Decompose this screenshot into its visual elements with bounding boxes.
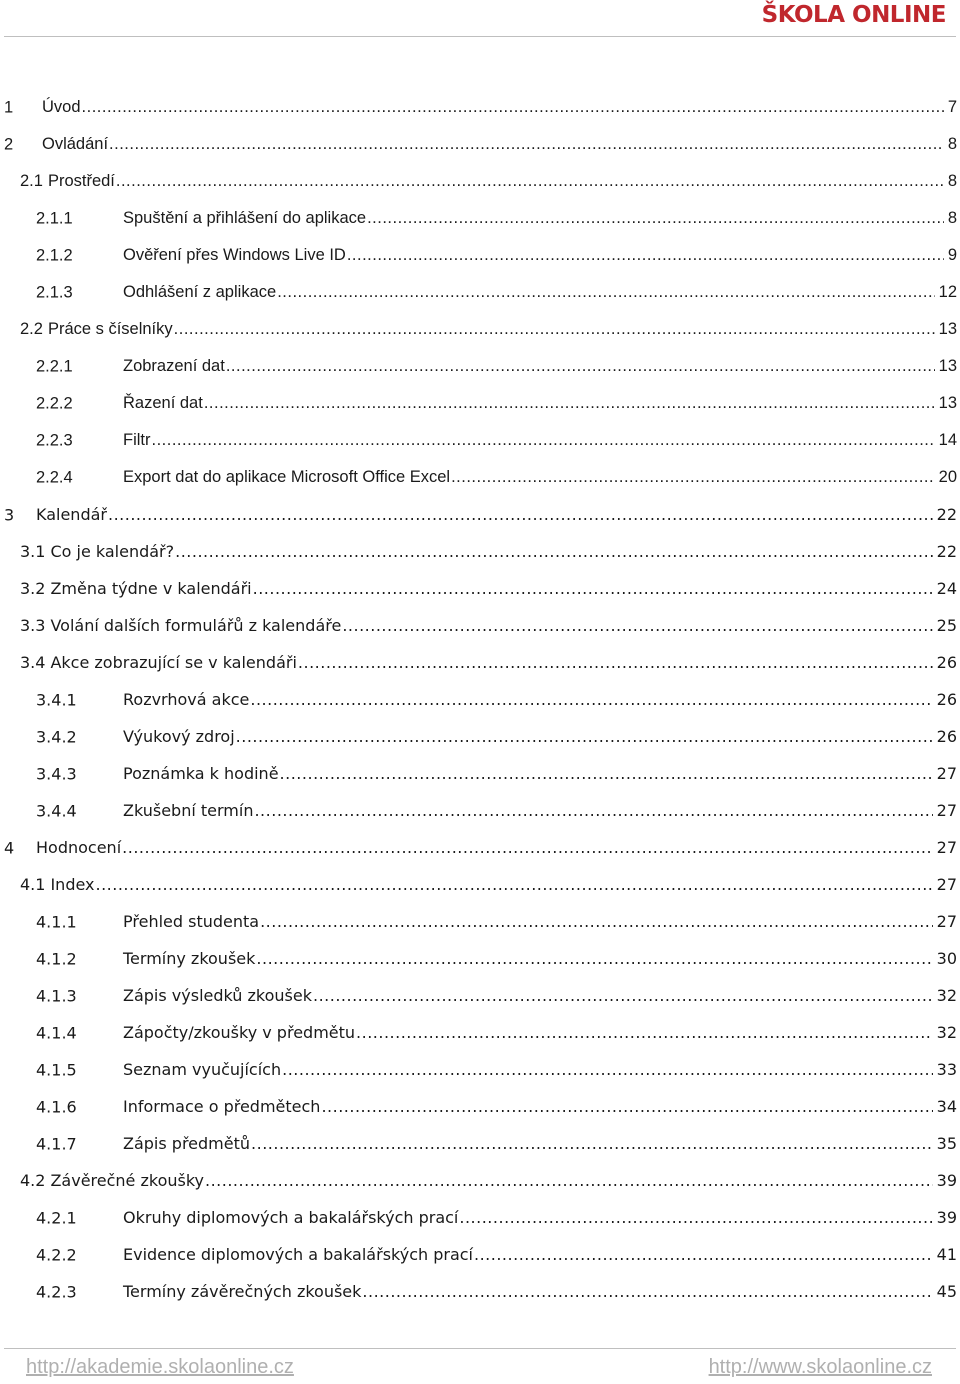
toc-entry-title: Řazení dat	[123, 394, 203, 412]
toc-dot-leader	[205, 1171, 933, 1190]
toc-entry[interactable]	[0, 1162, 960, 1199]
toc-entry[interactable]	[0, 977, 960, 1014]
toc-entry-number: 4.1.1	[36, 912, 77, 931]
toc-entry-title: Závěrečné zkoušky	[50, 1171, 204, 1190]
toc-entry-page: 27	[936, 801, 957, 820]
toc-entry-title: Poznámka k hodině	[123, 764, 279, 783]
toc-entry[interactable]	[0, 422, 960, 459]
toc-entry-page: 22	[936, 505, 957, 524]
toc-entry-title: Zápočty/zkoušky v předmětu	[123, 1023, 356, 1042]
toc-entry-page: 13	[938, 394, 957, 412]
toc-entry[interactable]	[0, 1199, 960, 1236]
toc-dot-leader	[280, 764, 933, 783]
toc-dot-leader	[175, 542, 933, 561]
toc-entry-page: 26	[936, 727, 957, 746]
toc-entry-title: Akce zobrazující se v kalendáři	[50, 653, 297, 672]
toc-entry-title: Odhlášení z aplikace	[123, 283, 277, 301]
toc-entry[interactable]	[0, 1125, 960, 1162]
toc-entry[interactable]	[0, 1051, 960, 1088]
toc-entry-page: 30	[936, 949, 957, 968]
toc-entry-number: 4.2.2	[36, 1245, 77, 1264]
table-of-contents	[0, 89, 960, 1310]
toc-dot-leader	[226, 357, 935, 376]
toc-entry-title: Změna týdne v kalendáři	[50, 579, 252, 598]
toc-entry-title: Okruhy diplomových a bakalářských prací	[123, 1208, 459, 1227]
toc-entry-title: Termíny závěrečných zkoušek	[123, 1282, 362, 1301]
footer-link-skolaonline[interactable]: http://www.skolaonline.cz	[708, 1356, 932, 1378]
toc-entry[interactable]	[0, 348, 960, 385]
toc-entry-number: 4.1	[20, 875, 46, 894]
toc-dot-leader	[254, 801, 932, 820]
toc-entry-title: Kalendář	[36, 505, 107, 524]
toc-entry[interactable]	[0, 829, 960, 866]
toc-entry-number: 2.1	[20, 172, 43, 190]
toc-entry-title: Spuštění a přihlášení do aplikace	[123, 209, 367, 227]
toc-entry-page: 26	[936, 653, 957, 672]
toc-dot-leader	[251, 1134, 933, 1153]
toc-entry-number: 2.2.2	[36, 394, 73, 412]
toc-entry[interactable]	[0, 681, 960, 718]
toc-entry[interactable]	[0, 89, 960, 126]
toc-entry-number: 2	[4, 135, 14, 153]
toc-entry-number: 2.2	[20, 320, 43, 338]
toc-entry-page: 39	[936, 1208, 957, 1227]
toc-entry-page: 45	[936, 1282, 957, 1301]
toc-entry[interactable]	[0, 570, 960, 607]
toc-dot-leader	[256, 949, 932, 968]
toc-entry-page: 35	[936, 1134, 957, 1153]
toc-entry-page: 27	[936, 875, 957, 894]
toc-dot-leader	[313, 986, 933, 1005]
toc-entry[interactable]	[0, 1236, 960, 1273]
toc-entry-page: 27	[936, 912, 957, 931]
toc-entry-title: Úvod	[42, 98, 81, 116]
toc-entry[interactable]	[0, 385, 960, 422]
toc-entry[interactable]	[0, 903, 960, 940]
toc-entry-number: 3.3	[20, 616, 46, 635]
toc-entry[interactable]	[0, 237, 960, 274]
toc-entry-title: Ověření přes Windows Live ID	[123, 246, 346, 264]
toc-entry[interactable]	[0, 1088, 960, 1125]
toc-dot-leader	[356, 1023, 933, 1042]
toc-dot-leader	[109, 135, 944, 154]
toc-dot-leader	[321, 1097, 932, 1116]
toc-entry-number: 2.2.3	[36, 431, 73, 449]
toc-dot-leader	[108, 505, 933, 524]
toc-entry-title: Seznam vyučujících	[123, 1060, 282, 1079]
toc-entry[interactable]	[0, 792, 960, 829]
toc-entry-page: 12	[938, 283, 957, 301]
toc-entry-number: 4.1.5	[36, 1060, 77, 1079]
toc-dot-leader	[367, 209, 944, 228]
toc-dot-leader	[342, 616, 932, 635]
toc-entry-title: Export dat do aplikace Microsoft Office Excel	[123, 468, 451, 486]
toc-entry-page: 33	[936, 1060, 957, 1079]
toc-dot-leader	[282, 1060, 933, 1079]
toc-entry[interactable]	[0, 200, 960, 237]
toc-entry[interactable]	[0, 1273, 960, 1310]
toc-entry-number: 2.1.2	[36, 246, 73, 264]
toc-entry-number: 4.1.4	[36, 1023, 77, 1042]
toc-dot-leader	[116, 172, 944, 191]
toc-entry-page: 14	[938, 431, 957, 449]
toc-entry-title: Informace o předmětech	[123, 1097, 321, 1116]
toc-entry[interactable]	[0, 274, 960, 311]
toc-entry-page: 34	[936, 1097, 957, 1116]
toc-entry-title: Zápis výsledků zkoušek	[123, 986, 312, 1005]
toc-entry[interactable]	[0, 644, 960, 681]
toc-dot-leader	[96, 875, 933, 894]
toc-entry-page: 8	[947, 172, 957, 190]
toc-entry-number: 4.1.2	[36, 949, 77, 968]
toc-entry-number: 4	[4, 838, 15, 857]
toc-dot-leader	[474, 1245, 933, 1264]
toc-dot-leader	[250, 690, 932, 709]
toc-entry-number: 4.1.6	[36, 1097, 77, 1116]
toc-entry-page: 27	[936, 838, 957, 857]
footer-divider	[4, 1348, 956, 1349]
toc-entry-number: 3.4.1	[36, 690, 77, 709]
toc-entry-number: 4.2	[20, 1171, 46, 1190]
toc-entry-number: 2.1.3	[36, 283, 73, 301]
toc-entry[interactable]	[0, 866, 960, 903]
toc-entry-page: 8	[947, 135, 957, 153]
toc-entry[interactable]	[0, 533, 960, 570]
toc-dot-leader	[347, 246, 944, 265]
toc-entry-title: Co je kalendář?	[50, 542, 175, 561]
toc-entry-number: 1	[4, 98, 14, 116]
toc-dot-leader	[174, 320, 935, 339]
toc-entry-title: Filtr	[123, 431, 151, 449]
toc-entry-page: 39	[936, 1171, 957, 1190]
toc-entry-number: 3.1	[20, 542, 46, 561]
toc-dot-leader	[260, 912, 933, 931]
toc-entry-title: Termíny zkoušek	[123, 949, 256, 968]
toc-entry[interactable]	[0, 940, 960, 977]
toc-entry-number: 2.2.4	[36, 468, 73, 486]
toc-entry-title: Výukový zdroj	[123, 727, 235, 746]
toc-dot-leader	[82, 98, 944, 117]
toc-entry-number: 4.1.3	[36, 986, 77, 1005]
toc-entry-title: Evidence diplomových a bakalářských prací	[123, 1245, 473, 1264]
toc-entry-page: 13	[938, 357, 957, 375]
toc-dot-leader	[298, 653, 933, 672]
toc-entry-page: 25	[936, 616, 957, 635]
toc-dot-leader	[459, 1208, 932, 1227]
toc-entry-number: 3.4.2	[36, 727, 77, 746]
toc-entry-page: 27	[936, 764, 957, 783]
toc-entry-page: 32	[936, 1023, 957, 1042]
toc-entry-number: 2.2.1	[36, 357, 73, 375]
toc-entry-title: Přehled studenta	[123, 912, 260, 931]
toc-entry-title: Rozvrhová akce	[123, 690, 250, 709]
toc-entry-title: Index	[50, 875, 95, 894]
toc-dot-leader	[362, 1282, 932, 1301]
toc-entry[interactable]	[0, 607, 960, 644]
toc-entry[interactable]	[0, 126, 960, 163]
toc-entry[interactable]	[0, 718, 960, 755]
footer-link-akademie[interactable]: http://akademie.skolaonline.cz	[26, 1356, 294, 1378]
toc-entry[interactable]	[0, 163, 960, 200]
toc-entry[interactable]	[0, 459, 960, 496]
toc-entry-number: 3.4.3	[36, 764, 77, 783]
toc-entry-title: Ovládání	[42, 135, 109, 153]
toc-dot-leader	[236, 727, 933, 746]
toc-entry-page: 13	[938, 320, 957, 338]
toc-entry[interactable]	[0, 496, 960, 533]
toc-entry-title: Zkušební termín	[123, 801, 254, 820]
toc-entry-title: Zobrazení dat	[123, 357, 225, 375]
toc-entry[interactable]	[0, 1014, 960, 1051]
toc-entry-page: 22	[936, 542, 957, 561]
toc-entry-page: 24	[936, 579, 957, 598]
toc-entry-number: 2.1.1	[36, 209, 73, 227]
toc-entry-page: 8	[947, 209, 957, 227]
toc-entry-page: 20	[938, 468, 957, 486]
toc-dot-leader	[152, 431, 935, 450]
toc-entry-title: Zápis předmětů	[123, 1134, 251, 1153]
toc-entry-title: Volání dalších formulářů z kalendáře	[50, 616, 342, 635]
toc-dot-leader	[204, 394, 935, 413]
toc-entry[interactable]	[0, 755, 960, 792]
toc-entry-number: 4.2.1	[36, 1208, 77, 1227]
toc-entry-number: 3.4	[20, 653, 46, 672]
toc-entry-number: 3.2	[20, 579, 46, 598]
toc-dot-leader	[451, 468, 935, 487]
header-divider	[4, 36, 956, 37]
toc-entry[interactable]	[0, 311, 960, 348]
toc-entry-title: Práce s číselníky	[47, 320, 173, 338]
toc-entry-title: Prostředí	[47, 172, 115, 190]
toc-entry-number: 3	[4, 505, 15, 524]
toc-dot-leader	[122, 838, 933, 857]
toc-entry-page: 7	[947, 98, 957, 116]
toc-entry-title: Hodnocení	[36, 838, 122, 857]
toc-entry-page: 26	[936, 690, 957, 709]
toc-entry-page: 9	[947, 246, 957, 264]
toc-entry-number: 3.4.4	[36, 801, 77, 820]
toc-entry-page: 32	[936, 986, 957, 1005]
toc-dot-leader	[277, 283, 934, 302]
toc-entry-number: 4.2.3	[36, 1282, 77, 1301]
toc-dot-leader	[253, 579, 933, 598]
brand-logo: ŠKOLA ONLINE	[761, 2, 946, 28]
toc-entry-number: 4.1.7	[36, 1134, 77, 1153]
toc-entry-page: 41	[936, 1245, 957, 1264]
